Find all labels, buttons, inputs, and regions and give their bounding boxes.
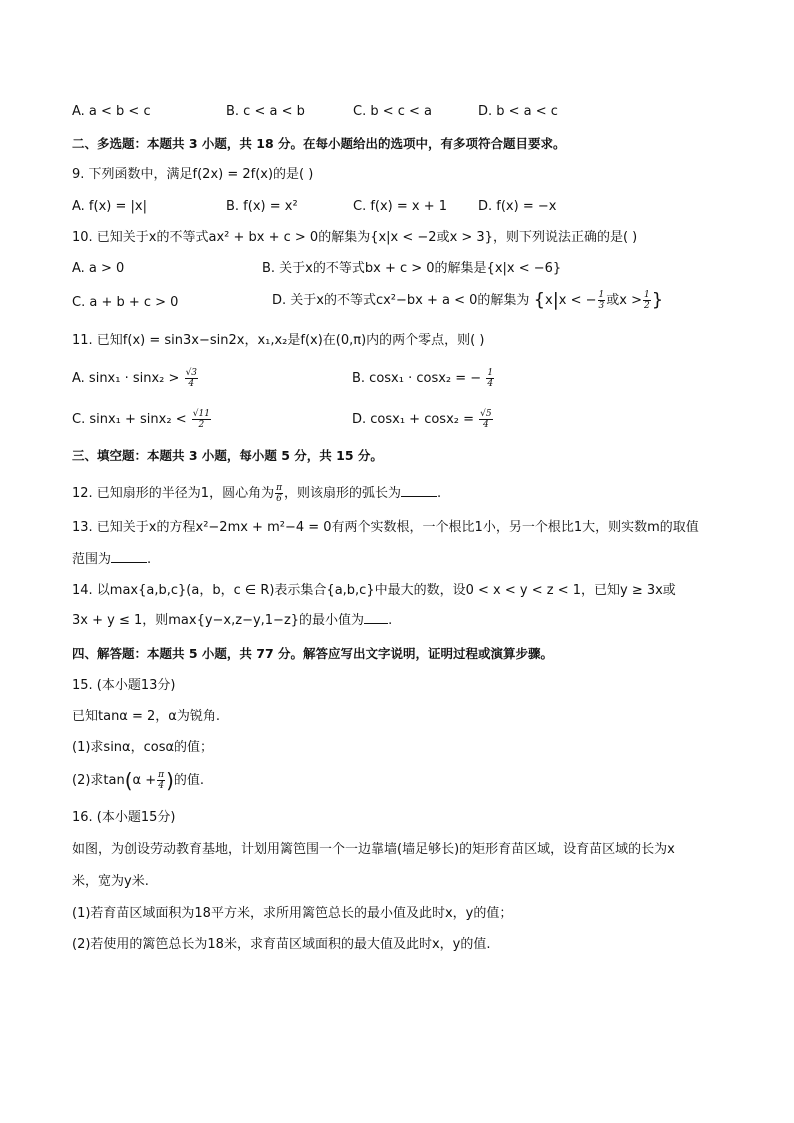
q11-d-frac: $\frac{√5}{4}$ xyxy=(480,409,492,430)
paren-right: ) xyxy=(166,768,174,793)
q13-text-pre: 范围为 xyxy=(72,552,112,567)
section3-header: 三、填空题：本题共 3 小题，每小题 5 分，共 15 分。 xyxy=(72,448,383,463)
set-divider: | xyxy=(552,289,559,311)
q14-text-pre: 3x + y ≤ 1，则max{y−x,z−y,1−z}的最小值为 xyxy=(72,613,365,628)
q11-stem: 11. 已知f(x) = sin3x−sin2x，x₁,x₂是f(x)在(0,π)内的两个零点，则( ) xyxy=(72,333,485,348)
q16-line1: 如图，为创设劳动教育基地，计划用篱笆围一个一边靠墙(墙足够长)的矩形育苗区域，设育苗区域的长为x xyxy=(72,842,675,857)
q11-b-frac: $\frac{1}{4}$ xyxy=(487,368,494,389)
paren-left: ( xyxy=(124,768,133,793)
q16-line2: 米，宽为y米. xyxy=(72,874,149,889)
q15-part2-post: 的值. xyxy=(173,773,205,788)
q16-part2: (2)若使用的篱笆总长为18米，求育苗区域面积的最大值及此时x，y的值. xyxy=(72,937,491,952)
q15-given: 已知tanα = 2，α为锐角. xyxy=(72,709,221,724)
q15-part2-frac: $\frac{\pi}{4}$ xyxy=(158,770,165,791)
q8-option-c: C. b < c < a xyxy=(353,104,433,119)
q15-part2 xyxy=(72,770,204,791)
q11-c-frac: $\frac{√11}{2}$ xyxy=(192,409,210,430)
q12-text-post: ，则该扇形的弧长为 xyxy=(284,486,402,501)
q10-d-frac2: $\frac{1}{2}$ xyxy=(644,290,650,311)
q11-option-d-text: D. cosx₁ + cosx₂ = xyxy=(352,412,475,427)
q8-option-d: D. b < a < c xyxy=(478,104,558,119)
q16-part1: (1)若育苗区域面积为18平方米，求所用篱笆总长的最小值及此时x，y的值； xyxy=(72,906,513,921)
q11-option-b-text: B. cosx₁ · cosx₂ = − xyxy=(352,371,482,386)
q10-stem: 10. 已知关于x的不等式ax² + bx + c > 0的解集为{x|x < −2或x > 3}，则下列说法正确的是( ) xyxy=(72,230,638,245)
q9-option-d: D. f(x) = −x xyxy=(478,199,557,214)
q10-option-c: C. a + b + c > 0 xyxy=(72,295,179,310)
q15-part2-inner: α + xyxy=(132,773,157,788)
q13-line1: 13. 已知关于x的方程x²−2mx + m²−4 = 0有两个实数根，一个根比1小，另一个根比1大，则实数m的取值 xyxy=(72,520,699,535)
q9-option-c: C. f(x) = x + 1 xyxy=(353,199,448,214)
q15-title: 15. (本小题13分) xyxy=(72,678,176,693)
q11-a-frac: $\frac{√3}{4}$ xyxy=(185,368,198,389)
set-brace-right: } xyxy=(651,289,664,311)
q9-stem: 9. 下列函数中，满足f(2x) = 2f(x)的是( ) xyxy=(72,167,314,182)
q11-option-b xyxy=(352,368,495,389)
q11-option-c-text: C. sinx₁ + sinx₂ < xyxy=(72,412,187,427)
q10-option-b: B. 关于x的不等式bx + c > 0的解集是{x|x < −6} xyxy=(262,261,562,276)
q10-d-frac1: $\frac{1}{3}$ xyxy=(598,290,605,311)
q10-option-a: A. a > 0 xyxy=(72,261,125,276)
q10-option-d-text: D. 关于x的不等式cx²−bx + a < 0的解集为 xyxy=(272,293,530,308)
q14-line1: 14. 以max{a,b,c}(a，b，c ∈ R)表示集合{a,b,c}中最大的数，设0 < x < y < z < 1，已知y ≥ 3x或 xyxy=(72,583,676,598)
section4-header: 四、解答题：本题共 5 小题，共 77 分。解答应写出文字说明，证明过程或演算步骤。 xyxy=(72,646,554,661)
q10-d-set-mid2: 或x > xyxy=(606,293,642,308)
q12-text-end: . xyxy=(437,486,442,501)
section2-header: 二、多选题：本题共 3 小题，共 18 分。在每小题给出的选项中，有多项符合题目要求。 xyxy=(72,136,566,151)
q14-text-end: . xyxy=(388,613,393,628)
q12-frac: $\frac{\pi}{6}$ xyxy=(276,483,282,504)
answer-blank xyxy=(364,611,388,624)
q9-option-a: A. f(x) = |x| xyxy=(72,199,147,214)
q13-text-end: . xyxy=(147,552,152,567)
q8-option-a: A. a < b < c xyxy=(72,104,151,119)
q13-line2 xyxy=(72,550,151,570)
q10-d-set-mid1: x < − xyxy=(558,293,597,308)
q15-part2-pre: (2)求tan xyxy=(72,773,125,788)
q11-option-c xyxy=(72,409,212,430)
set-brace-left: { xyxy=(533,289,546,311)
q10-option-d xyxy=(272,290,663,311)
q8-option-b: B. c < a < b xyxy=(226,104,305,119)
q10-d-set-var: x xyxy=(545,293,553,308)
answer-blank xyxy=(111,550,147,563)
q12-line xyxy=(72,483,441,504)
q9-option-b: B. f(x) = x² xyxy=(226,199,298,214)
q11-option-a xyxy=(72,368,199,389)
q14-line2 xyxy=(72,611,392,631)
q12-text-pre: 12. 已知扇形的半径为1，圆心角为 xyxy=(72,486,275,501)
q16-title: 16. (本小题15分) xyxy=(72,810,176,825)
answer-blank xyxy=(401,484,437,497)
q11-option-a-text: A. sinx₁ · sinx₂ > xyxy=(72,371,180,386)
q15-part1: (1)求sinα，cosα的值； xyxy=(72,740,214,755)
q11-option-d xyxy=(352,409,494,430)
